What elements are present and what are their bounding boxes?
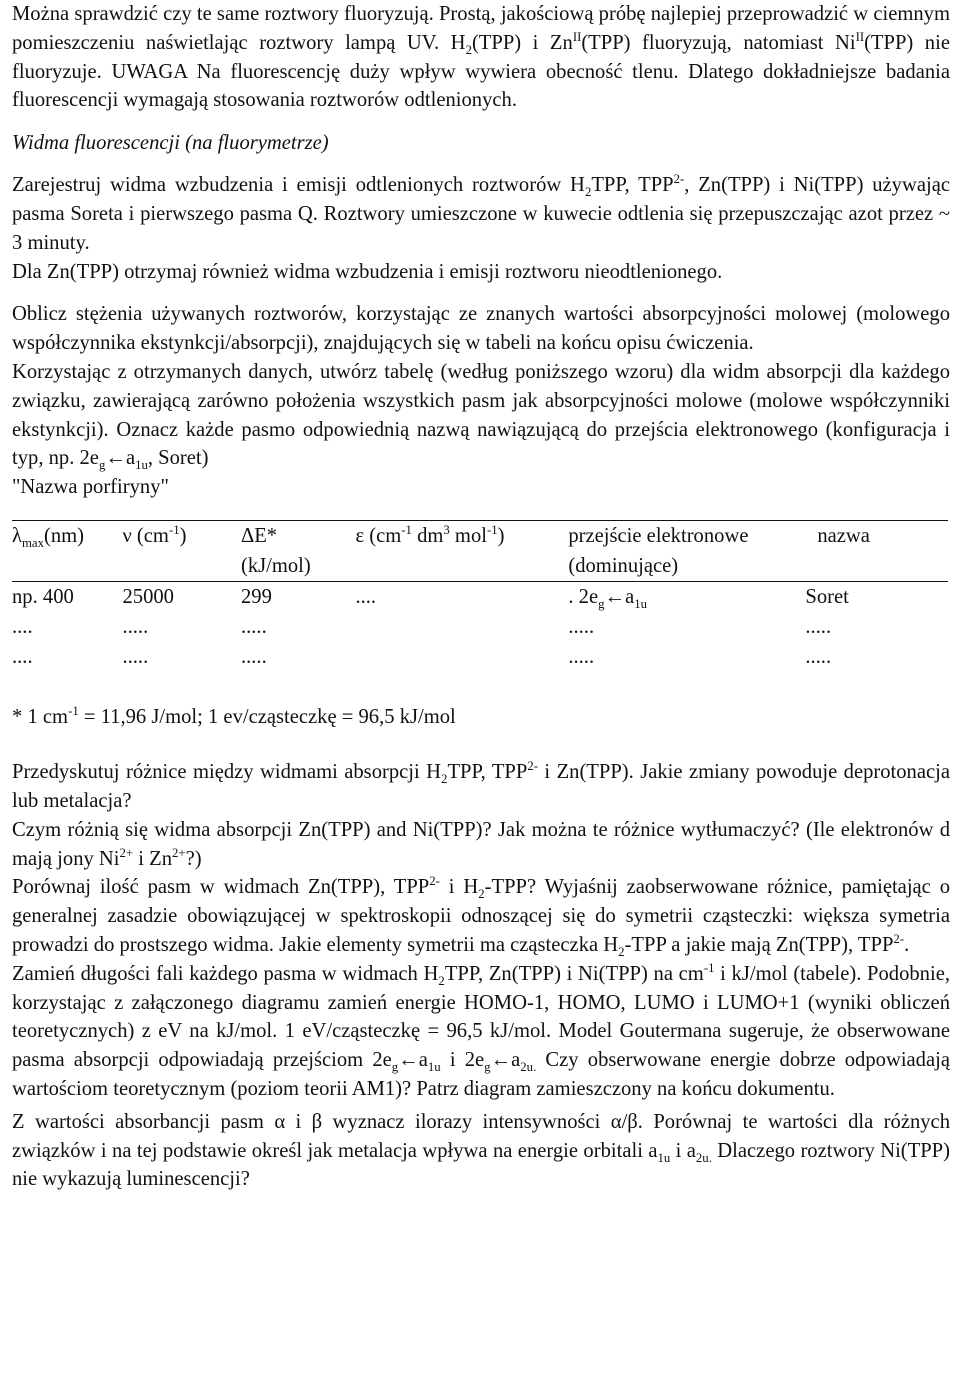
cell: Soret (805, 582, 948, 613)
subscript: 2 (438, 973, 445, 988)
subscript: 1u (657, 1150, 671, 1165)
header-wavenumber (122, 521, 241, 582)
cell (568, 582, 805, 613)
cell (355, 612, 568, 642)
subscript: 1u (427, 1060, 441, 1075)
text: Czym różnią się widma absorpcji Zn(TPP) and Ni(TPP)? Jak można te różnice wytłumaczyć? (Ile elektronów d mają jony Ni (12, 818, 950, 870)
intro-paragraph (12, 0, 950, 115)
table-instructions (12, 358, 950, 473)
superscript: 2- (429, 874, 440, 889)
superscript: 3 (443, 523, 450, 538)
text: (TPP) fluoryzują, natomiast Ni (581, 31, 856, 54)
superscript: -1 (401, 523, 412, 538)
text: ←a (490, 1049, 521, 1072)
superscript: -1 (168, 523, 180, 538)
header-lambda (12, 521, 122, 582)
cell: ..... (805, 616, 832, 639)
text: i Zn(TPP). Jakie zmiany powoduje deprotonacja lub metalacja? (12, 761, 950, 812)
text: mol (449, 525, 487, 548)
text: (TPP) i Zn (471, 31, 573, 54)
subscript: 2 (478, 887, 485, 902)
register-paragraph (12, 171, 950, 257)
superscript: -1 (486, 523, 498, 538)
text: i kJ/mol (tabele). Podobnie, korzystając z załączonego diagramu zamień energie HOMO-1, HOMO, LUMO i LUMO+1 (wyniki obliczeń teoretycznych) z eV na kJ/mol. 1 eV/cząsteczkę = 96,5 kJ/mol. Model Goutermana sugeruje, że obserwowane pasma absorpcji odpowiadają przejściom 2e (12, 962, 950, 1072)
text: -TPP a jakie mają Zn(TPP), TPP (624, 933, 894, 956)
text: ) (497, 525, 505, 548)
porphyrin-name-placeholder: "Nazwa porfiryny" (12, 476, 169, 499)
text: i 2e (440, 1049, 485, 1072)
text: Porównaj ilość pasm w widmach Zn(TPP), TPP (12, 876, 430, 899)
text: Czy obserwowane energie dobrze odpowiadają wartościom teoretycznym (poziom teorii AM1)? Patrz diagram zamieszczony na końcu dokumentu. (12, 1049, 950, 1100)
text: H (439, 31, 466, 54)
superscript: 2- (893, 932, 905, 947)
header-name: nazwa (805, 521, 948, 582)
cell: ..... (240, 616, 267, 639)
cell: ..... (568, 646, 595, 669)
text: ε (cm (355, 525, 402, 548)
text: -TPP? Wyjaśnij zaobserwowane różnice, pamiętając o generalnej zasadzie obowiązującej w spektroskopii odnoszącej się do symetrii cząsteczki: większa symetria prowadzi do prostszego widma. Jakie elementy symetrii ma cząsteczka H (12, 876, 950, 956)
table-row (12, 642, 948, 672)
text: TPP, TPP (447, 761, 528, 784)
superscript: 2+ (119, 845, 134, 860)
header-epsilon (355, 521, 568, 582)
cell: .... (12, 646, 33, 669)
text: , Zn(TPP) i Ni(TPP) używając pasma Soreta i pierwszego pasma Q. Roztwory umieszczone w kuwecie odtlenia się przepuszczając azot przez ~ 3 minuty. (12, 174, 950, 254)
text: ←a (105, 447, 136, 470)
cell: ..... (122, 646, 149, 669)
text: Przedyskutuj różnice między widmami absorpcji H (12, 761, 442, 784)
text: ) (179, 525, 187, 548)
subscript: g (484, 1060, 491, 1075)
text: ΔE* (240, 525, 278, 548)
text: Można sprawdzić czy te same roztwory fluoryzują. Prostą, jakościową próbę najlepiej przeprowadzić w ciemnym pomieszczeniu naświetlając roztwory lampą UV. (12, 3, 950, 54)
text: = 11,96 J/mol; 1 ev/cząsteczkę = 96,5 kJ/mol (78, 706, 456, 729)
header-energy (241, 521, 355, 582)
results-table-template (12, 520, 948, 672)
subscript: g (391, 1060, 399, 1075)
subscript: 2 (465, 42, 472, 57)
text: ν (cm (122, 525, 169, 548)
subscript: g (98, 458, 106, 473)
question-3 (12, 873, 950, 959)
text: Zamień długości fali każdego pasma w widmach H (12, 962, 439, 985)
cell: ..... (568, 616, 595, 639)
subscript: g (598, 597, 605, 612)
subscript: 2 (441, 772, 448, 787)
superscript: 2- (527, 759, 538, 774)
table-row (12, 612, 948, 642)
superscript: -1 (703, 960, 715, 975)
cell (355, 642, 568, 672)
subscript: 1u (634, 597, 647, 612)
subscript: 2u. (695, 1150, 712, 1165)
superscript: -1 (68, 704, 79, 719)
text: ←a (398, 1049, 428, 1072)
text: ?) (185, 847, 202, 870)
text: Korzystając z otrzymanych danych, utwórz tabelę (według poniższego wzoru) dla widm absorpcji dla każdego związku, zawierającą zarówno położenia wszystkich pasm jak absorpcyjności molowe (molowe współczynniki ekstynkcji). Oznacz każde pasmo odpowiednią nazwą nawiązującą do przejścia elektronowego (konfiguracja i typ, np. 2e (12, 360, 950, 470)
superscript: II (572, 29, 582, 44)
text: * 1 cm (12, 706, 69, 729)
text: λ (12, 525, 22, 548)
question-2 (12, 816, 950, 874)
text: ←a (604, 586, 635, 609)
text: i a (670, 1139, 696, 1162)
subscript: 2 (618, 945, 625, 960)
table-row (12, 582, 948, 613)
subscript: 2u. (520, 1060, 537, 1075)
superscript: 2+ (172, 845, 186, 860)
superscript: II (855, 29, 865, 44)
cell: .... (12, 616, 33, 639)
text: Zarejestruj widma wzbudzenia i emisji odtlenionych roztworów H (12, 174, 585, 197)
section-heading: Widma fluorescencji (na fluorymetrze) (12, 132, 329, 155)
table-header-row (12, 521, 948, 582)
cell: np. 400 (12, 582, 122, 613)
cell: ..... (240, 646, 267, 669)
text: (TPP) nie fluoryzuje. UWAGA Na fluorescencję duży wpływ wywiera obecność tlenu. Dlatego dokładniejsze badania fluorescencji wymagają stosowania roztworów odtlenionych. (12, 31, 950, 112)
header-transition: przejście elektronowe (dominujące) (568, 521, 805, 582)
cell: 25000 (122, 582, 241, 613)
question-5 (12, 1108, 950, 1194)
question-4 (12, 960, 950, 1104)
text: i Zn (133, 847, 173, 870)
question-1 (12, 758, 950, 816)
text: (kJ/mol) (240, 555, 311, 578)
conversion-note (12, 702, 950, 732)
cell: ..... (122, 616, 149, 639)
text: (nm) (43, 525, 85, 548)
calc-paragraph: Oblicz stężenia używanych roztworów, korzystając ze znanych wartości absorpcyjności molowej (molowego współczynnika ekstynkcji/absorpcji), znajdujących się w tabeli na końcu opisu ćwiczenia. (12, 303, 950, 355)
text: , Soret) (147, 447, 209, 470)
subscript: 1u (135, 458, 148, 473)
text: TPP, Zn(TPP) i Ni(TPP) na cm (444, 962, 704, 985)
text: Dlaczego roztwory Ni(TPP) nie wykazują luminescencji? (12, 1139, 950, 1191)
cell: .... (355, 582, 568, 613)
zn-paragraph: Dla Zn(TPP) otrzymaj również widma wzbudzenia i emisji roztworu nieodtlenionego. (12, 260, 723, 283)
text: Z wartości absorbancji pasm α i β wyznacz ilorazy intensywności α/β. Porównaj te wartości dla różnych związków i na tej podstawie określ jak metalacja wpływa na energie orbitali a (12, 1110, 950, 1162)
cell: ..... (805, 646, 832, 669)
subscript: max (22, 536, 44, 551)
superscript: 2- (673, 172, 685, 187)
text: . (904, 933, 910, 956)
subscript: 2 (584, 185, 592, 200)
text: dm (411, 525, 444, 548)
text: TPP, TPP (591, 174, 674, 197)
text: . 2e (568, 586, 599, 609)
cell: 299 (241, 582, 355, 613)
text: i H (439, 876, 479, 899)
